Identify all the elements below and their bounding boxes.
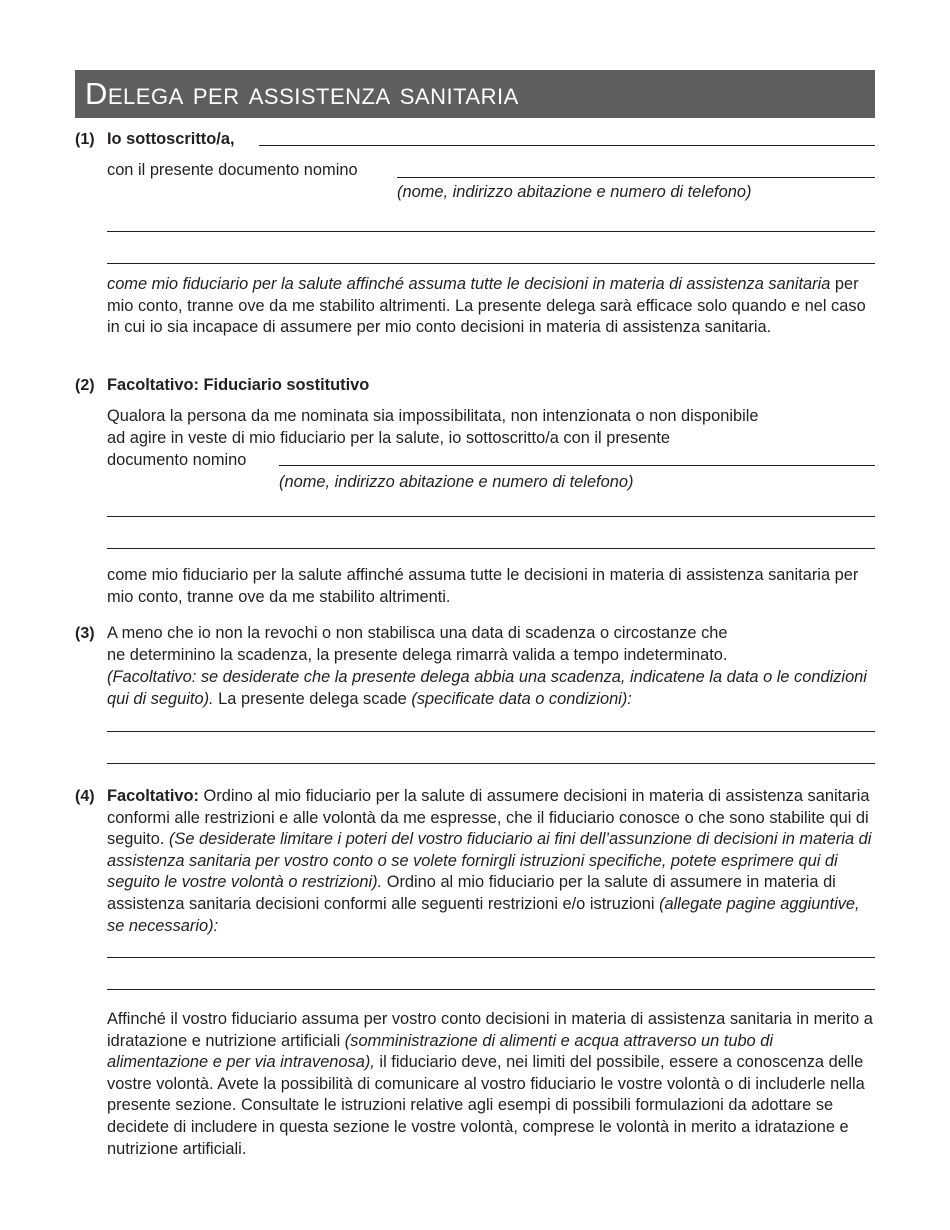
section-1-para-italic: come mio fiduciario per la salute affinché assuma tutte le decisioni in materia di assistenza sanitaria: [107, 275, 831, 293]
agent-info-line-2[interactable]: [107, 231, 875, 232]
agent-info-field[interactable]: [397, 177, 875, 178]
section-3-line-1: A meno che io non la revochi o non stabilisca una data di scadenza o circostanze che: [107, 624, 728, 642]
agent-info-line-3[interactable]: [107, 263, 875, 264]
section-1-number: (1): [75, 131, 95, 148]
section-3-normal: La presente delega scade: [213, 689, 412, 708]
section-1-label: Io sottoscritto/a,: [107, 130, 235, 148]
section-4-italic-2: (allegate pagine aggiuntive, se necessario):: [107, 894, 860, 935]
section-4-p2-italic: (somministrazione di alimenti e acqua attraverso un tubo di alimentazione e per via intravenosa),: [107, 1031, 773, 1072]
instructions-line-1[interactable]: [107, 957, 875, 958]
section-2-paragraph: come mio fiduciario per la salute affinché assuma tutte le decisioni in materia di assistenza sanitaria per mio conto, tranne ove da me stabilito altrimenti.: [107, 566, 859, 606]
section-4-bold: Facoltativo:: [107, 787, 199, 805]
expiration-line-2[interactable]: [107, 763, 875, 764]
substitute-agent-line-3[interactable]: [107, 548, 875, 549]
section-4-text-1: Ordino al mio fiduciario per la salute di assumere decisioni in materia di assistenza sanitaria conformi alle restrizioni e alle volontà da me espresse, che il fiduciario conosce o che sono stabilite qui di seguito.: [107, 787, 870, 849]
nominate-text: con il presente documento nomino: [107, 161, 358, 179]
section-3-italic-2: (specificate data o condizioni):: [411, 689, 632, 708]
section-4-number: (4): [75, 788, 95, 805]
section-2-line-1: Qualora la persona da me nominata sia impossibilitata, non intenzionata o non disponibile: [107, 407, 759, 425]
substitute-agent-line-2[interactable]: [107, 516, 875, 517]
substitute-agent-caption: (nome, indirizzo abitazione e numero di telefono): [279, 473, 634, 491]
expiration-line-1[interactable]: [107, 731, 875, 732]
section-4-p2-text-2: il fiduciario deve, nei limiti del possibile, essere a conoscenza delle vostre volontà. Avete la possibilità di comunicare al vostro fiduciario le vostre volontà o di includerle nella presente sezione. Consultate le istruzioni relative agli esempi di possibili formulazioni da adottare se decidete di includere in questa sezione le vostre volontà, comprese le volontà in merito a idratazione e nutrizione artificiali.: [107, 1053, 865, 1158]
section-1-para-rest: per mio conto, tranne ove da me stabilito altrimenti. La presente delega sarà efficace solo quando e nel caso in cui io sia incapace di assumere per mio conto decisioni in materia di assistenza sanitaria.: [107, 275, 866, 337]
principal-name-field[interactable]: [259, 145, 875, 146]
section-2-number: (2): [75, 377, 95, 394]
section-1-paragraph: [107, 274, 877, 339]
instructions-line-2[interactable]: [107, 989, 875, 990]
section-2-line-3: documento nomino: [107, 451, 247, 469]
section-4-p2-text-1: Affinché il vostro fiduciario assuma per vostro conto decisioni in materia di assistenza sanitaria in merito a idratazione e nutrizione artificiali: [107, 1010, 873, 1050]
section-3-line-2: ne determinino la scadenza, la presente delega rimarrà valida a tempo indeterminato.: [107, 646, 728, 664]
section-4-paragraph: [107, 786, 877, 937]
section-3-number: (3): [75, 625, 95, 642]
substitute-agent-field[interactable]: [279, 465, 875, 466]
section-2-line-2: ad agire in veste di mio fiduciario per la salute, io sottoscritto/a con il presente: [107, 429, 671, 447]
section-4-text-2: Ordino al mio fiduciario per la salute di assumere in materia di assistenza sanitaria decisioni conformi alle seguenti restrizioni e/o istruzioni: [107, 873, 836, 913]
section-2-heading: Facoltativo: Fiduciario sostitutivo: [107, 376, 370, 394]
agent-info-caption: (nome, indirizzo abitazione e numero di telefono): [397, 183, 752, 201]
section-4-italic-1: (Se desiderate limitare i poteri del vostro fiduciario ai fini dell’assunzione di decisioni in materia di assistenza sanitaria per vostro conto o se volete fornirgli istruzioni specifiche, potete esprimere qui di seguito le vostre volontà o restrizioni).: [107, 830, 872, 892]
section-3-italic-1: (Facoltativo: se desiderate che la presente delega abbia una scadenza, indicatene la data o le condizioni qui di seguito).: [107, 668, 867, 708]
title-bar: [75, 70, 875, 118]
page-title: Delega per assistenza sanitaria: [85, 76, 519, 111]
section-4-paragraph-2: [107, 1009, 877, 1160]
section-3-paragraph: [107, 667, 877, 710]
